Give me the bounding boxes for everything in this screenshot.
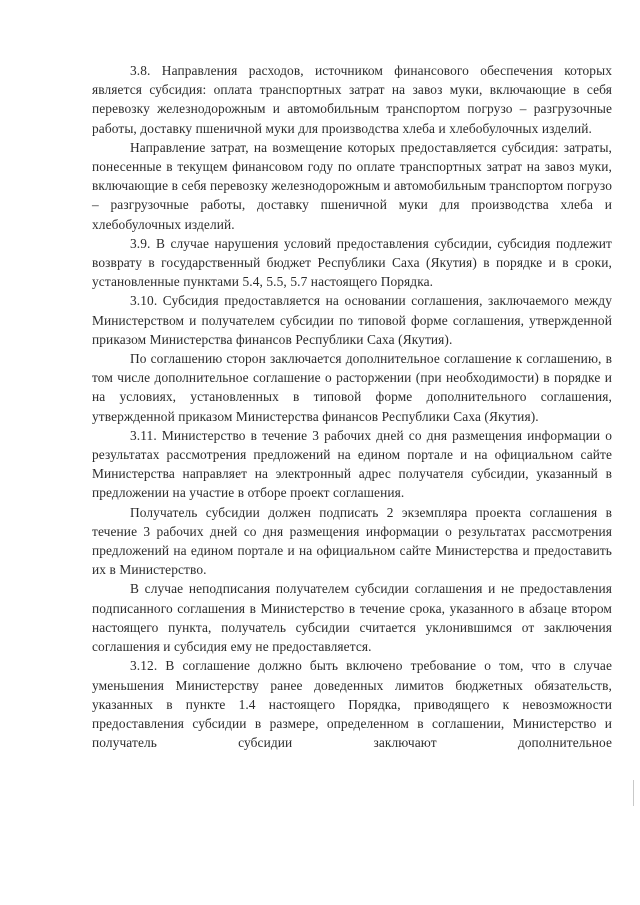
paragraph-3-9: 3.9. В случае нарушения условий предоставления субсидии, субсидия подлежит возврату в государственный бюджет Республики Саха (Якутия) в порядке и в сроки, установленные пунктами 5.4, 5.5, 5.7 настоящего Порядка. [92, 235, 612, 290]
paragraph-signing: Получатель субсидии должен подписать 2 экземпляра проекта соглашения в течение 3 рабочих дней со дня размещения информации о результатах рассмотрения предложений на едином портале и на официальном сайте Министерства и предоставить их в Министерство. [92, 504, 612, 578]
paragraph-3-11: 3.11. Министерство в течение 3 рабочих дней со дня размещения информации о результатах рассмотрения предложений на едином портале и на официальном сайте Министерства направляет на электронный адрес получателя субсидии, указанный в предложении на участие в отборе проект соглашения. [92, 427, 612, 501]
paragraph-3-8: 3.8. Направления расходов, источником финансового обеспечения которых является субсидия: оплата транспортных затрат на завоз муки, включающие в себя перевозку железнодорожным и автомобильным транспортом погрузо – разгрузочные работы, доставку пшеничной муки для производства хлеба и хлебобулочных изделий. [92, 63, 612, 136]
paragraph-3-12: 3.12. В соглашение должно быть включено требование о том, что в случае уменьшения Министерству ранее доведенных лимитов бюджетных обязательств, указанных в пункте 1.4 настоящего Порядка, приводящего к невозможности предоставления субсидии в размере, определенном в соглашении, Министерство и получатель субсидии заключают дополнительное [92, 658, 612, 751]
paragraph-3-10: 3.10. Субсидия предоставляется на основании соглашения, заключаемого между Министерством и получателем субсидии по типовой форме соглашения, утвержденной приказом Министерства финансов Республики Саха (Якутия). [92, 293, 612, 347]
paragraph-additional-agreement: По соглашению сторон заключается дополнительное соглашение к соглашению, в том числе дополнительное соглашение о расторжении (при необходимости) в порядке и на условиях, установленных в типовой форме дополнительного соглашения, утвержденной приказом Министерства финансов Республики Саха (Якутия). [92, 351, 612, 424]
scan-artifact [633, 780, 634, 806]
document-body [92, 61, 612, 752]
paragraph-expense-direction: Направление затрат, на возмещение которых предоставляется субсидия: затраты, понесенные в текущем финансовом году по оплате транспортных затрат на завоз муки, включающие в себя перевозку железнодорожным и автомобильным транспортом погрузо – разгрузочные работы, доставку пшеничной муки для производства хлеба и хлебобулочных изделий. [92, 139, 612, 232]
paragraph-non-signing: В случае неподписания получателем субсидии соглашения и не предоставления подписанного соглашения в Министерство в течение срока, указанного в абзаце втором настоящего пункта, получатель субсидии считается уклонившимся от заключения соглашения и субсидия ему не предоставляется. [92, 581, 612, 655]
